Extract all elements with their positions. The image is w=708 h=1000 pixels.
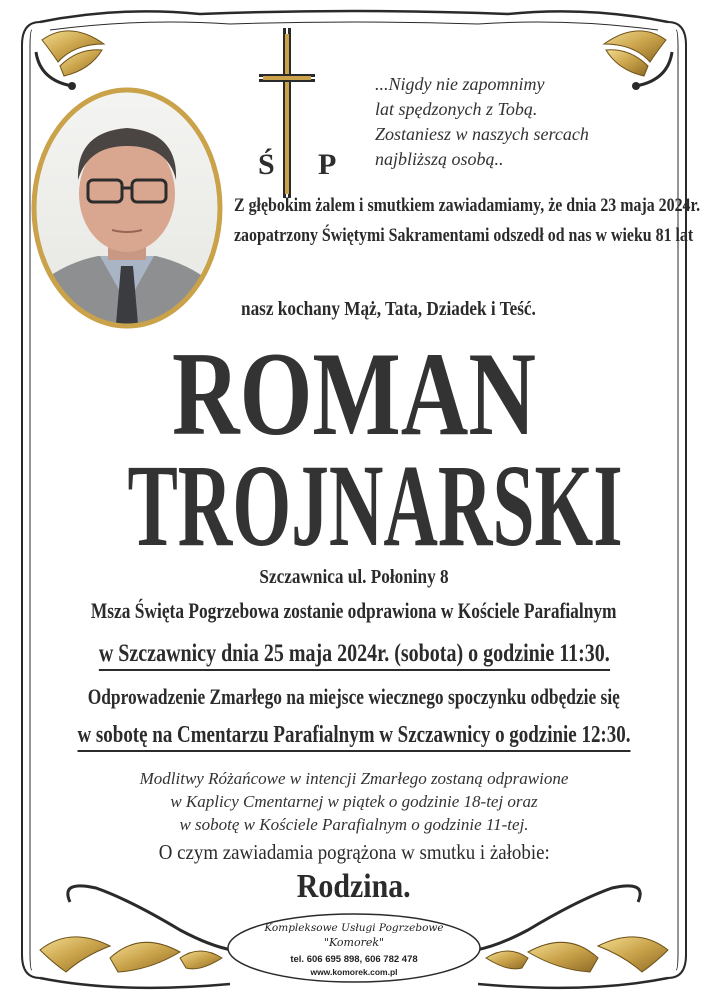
cross-initial-right: P bbox=[318, 148, 337, 181]
rosary-line bbox=[0, 792, 708, 812]
verse-line: Zostaniesz w naszych sercach bbox=[375, 124, 589, 144]
funeral-home-website: www.komorek.com.pl bbox=[310, 967, 398, 977]
burial-line-2 bbox=[0, 722, 708, 752]
rosary-text: Modlitwy Różańcowe w intencji Zmarłego zostaną odprawione bbox=[139, 769, 569, 788]
mass-text-2: w Szczawnicy dnia 25 maja 2024r. (sobota) o godzinie 11:30. bbox=[99, 640, 610, 671]
closing-line bbox=[0, 840, 708, 865]
verse-line: lat spędzonych z Tobą. bbox=[375, 99, 538, 119]
closing-text: O czym zawiadamia pogrążona w smutku i żałobie: bbox=[158, 840, 550, 864]
address bbox=[0, 566, 708, 589]
funeral-home-phone: tel. 606 695 898, 606 782 478 bbox=[290, 954, 418, 965]
rosary-line bbox=[0, 769, 708, 789]
rosary-text: w Kaplicy Cmentarnej w piątek o godzinie 18-tej oraz bbox=[170, 792, 538, 811]
rosary-text: w sobotę w Kościele Parafialnym o godzinie 11-tej. bbox=[179, 815, 529, 834]
intro-line: nasz kochany Mąż, Tata, Dziadek i Teść. bbox=[241, 298, 536, 320]
mass-text-1: Msza Święta Pogrzebowa zostanie odprawiona w Kościele Parafialnym bbox=[91, 598, 617, 623]
mass-line-2 bbox=[0, 640, 708, 671]
cross-initial-left: Ś bbox=[258, 148, 275, 181]
family-text: Rodzina. bbox=[297, 868, 411, 905]
rosary-line bbox=[0, 815, 708, 835]
burial-text-1: Odprowadzenie Zmarłego na miejsce wiecznego spoczynku odbędzie się bbox=[87, 684, 621, 709]
top-left-ornament-icon bbox=[36, 31, 104, 90]
burial-line-1 bbox=[0, 684, 708, 710]
address-text: Szczawnica ul. Połoniny 8 bbox=[259, 566, 449, 588]
bottom-left-ornament-icon bbox=[40, 937, 222, 972]
deceased-last-name: TROJNARSKI bbox=[127, 440, 623, 571]
funeral-home-badge bbox=[226, 912, 482, 984]
verse-line: ...Nigdy nie zapomnimy bbox=[375, 74, 545, 94]
bottom-right-ornament-icon bbox=[486, 937, 668, 972]
deceased-portrait bbox=[28, 84, 226, 332]
deceased-first-name: ROMAN bbox=[172, 327, 536, 460]
intro-line: Z głębokim żalem i smutkiem zawiadamiamy, że dnia 23 maja 2024r. bbox=[234, 196, 701, 216]
verse-line: najbliższą osobą.. bbox=[375, 149, 504, 169]
burial-text-2: w sobotę na Cmentarzu Parafialnym w Szczawnicy o godzinie 12:30. bbox=[78, 722, 631, 752]
mass-line-1 bbox=[0, 598, 708, 624]
funeral-home-name: "Komorek" bbox=[323, 936, 385, 949]
intro-line: zaopatrzony Świętymi Sakramentami odszedł od nas w wieku 81 lat bbox=[234, 226, 694, 246]
memorial-verse bbox=[375, 72, 695, 172]
funeral-home-services: Kompleksowe Usługi Pogrzebowe bbox=[264, 922, 444, 934]
family-signature bbox=[0, 868, 708, 906]
